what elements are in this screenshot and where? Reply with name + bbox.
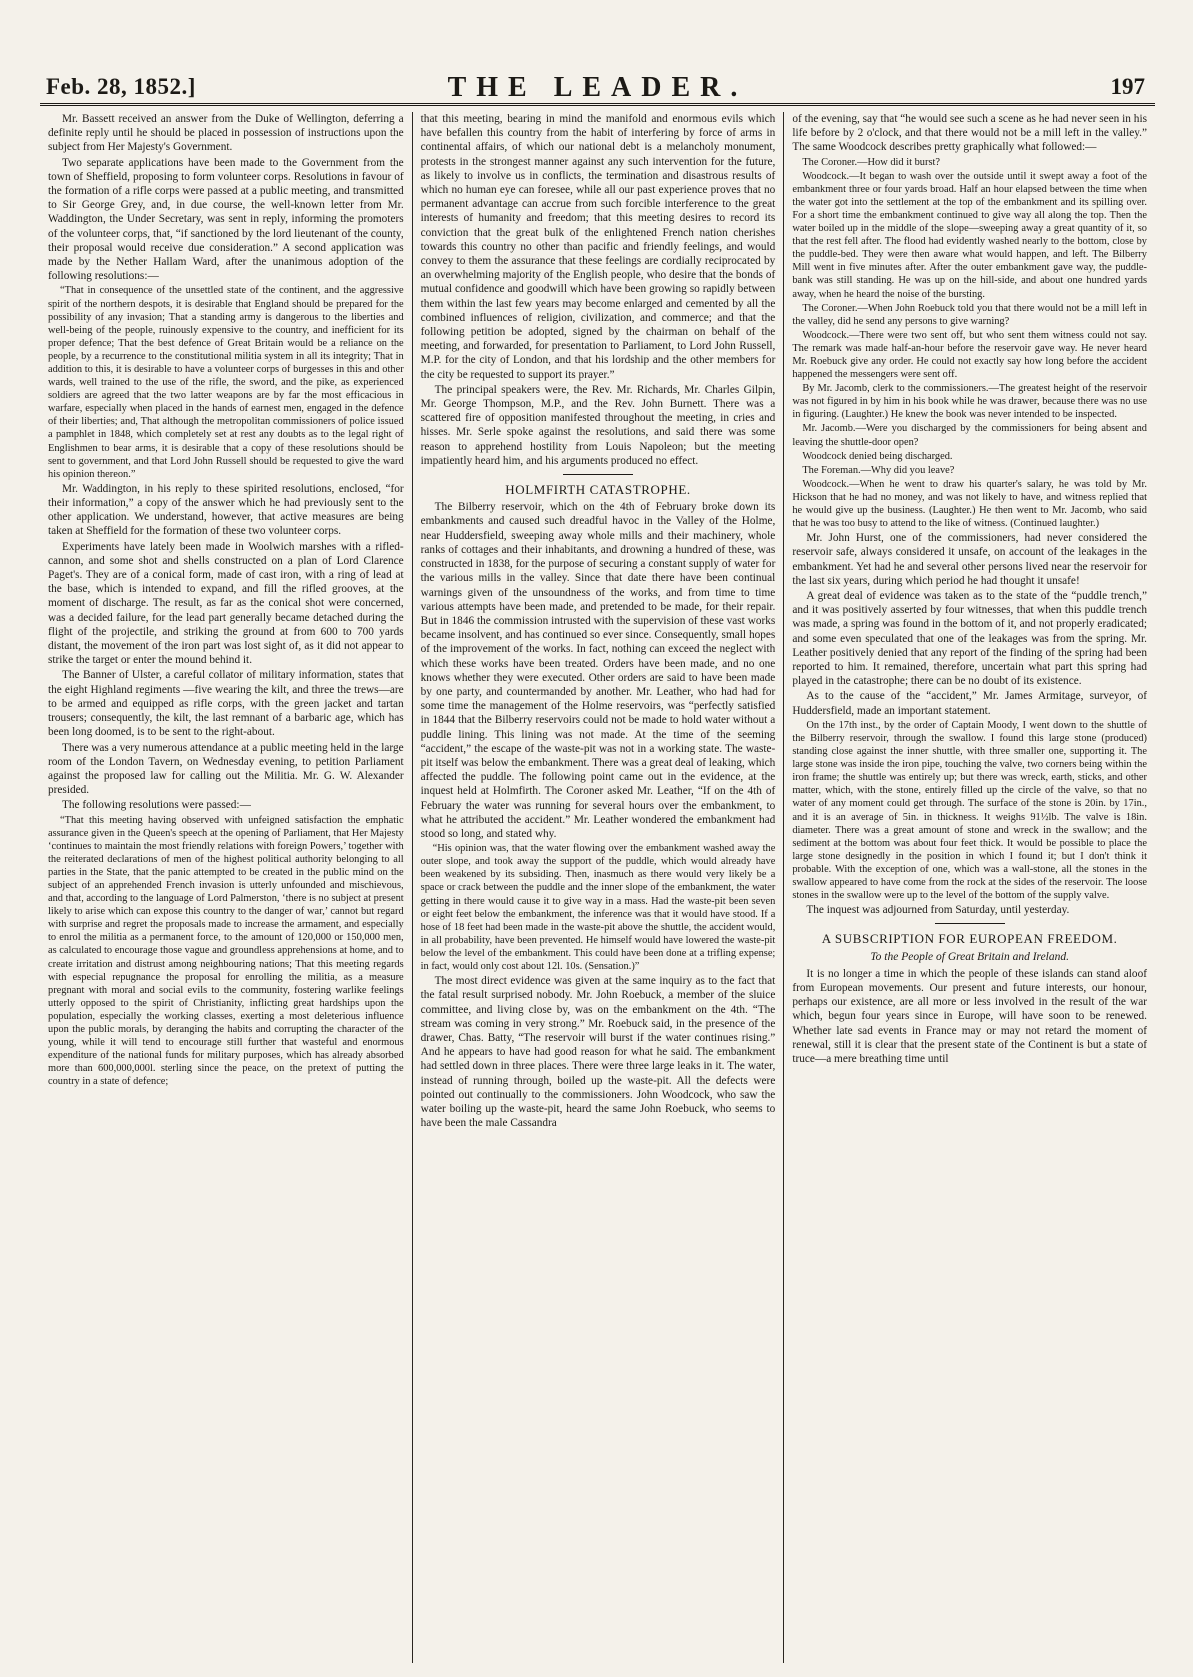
paragraph: Mr. Bassett received an answer from the Duke of Wellington, deferring a definite reply until he should be placed in possession of instructions upon the subject from Her Majesty's Government. [48,113,404,154]
paragraph: of the evening, say that “he would see such a scene as he had never seen in his life before by 2 o'clock, and that there would not be a mill left in the valley.” The same Woodcock describes pretty graphically what followed:— [792,113,1147,154]
quoted-resolutions: “That this meeting having observed with unfeigned satisfaction the emphatic assurance given in the Queen's speech at the opening of Parliament, that Her Majesty ‘continues to maintain the most friendly relations with foreign Powers,’ together with the reiterated declarations of men of the highest political authority belonging to all parties in the State, that the panic attempted to be created in the public mind on the subject of an apprehended French invasion is utterly unfounded and mischievous, and that, according to the language of Lord Palmerston, ‘there is no subject at present likely to arise which can expose this country to the danger of war,’ cannot but regard with surprise and regret the proposals made to increase the armament, and especially to enrol the militia as a permanent force, to the amount of 120,000 or 150,000 men, as calculated to encourage those vague and groundless apprehensions at home, and to create irritation and distrust among neighbouring nations; That this meeting regards with especial repugnance the proposal for enrolling the militia, as a measure pregnant with moral and social evils to the community, fostering warlike feelings utterly opposed to the spirit of Christianity, inflicting great hardships upon the population, especially the working classes, exerting a most deleterious influence upon the public morals, by deranging the habits and corrupting the character of the young, while it will tend to encourage still further that wasteful and enormous expenditure of the national funds for military purposes, which has already absorbed more than 600,000,000l. sterling since the peace, on the pretext of putting the country in a state of defence; [48,814,404,1088]
quoted-statement: On the 17th inst., by the order of Captain Moody, I went down to the shuttle of the Bilberry reservoir, through the swallow. I found this large stone (produced) standing close against the inner shuttle, with three smaller one, supporting it. The large stone was inside the iron pipe, touching the valve, two corners being within the iron frame; the shuttle was entirely up; but there was wreck, earth, sticks, and other matter, which, with the stone, entirely filled up the circle of the valve, so that no water of any moment could get through. The surface of the stone is 20in. by 17in., and it is an average of 5in. in thickness. It weighs 91½lb. The valve is 18in. diameter. There was a great amount of stone and wreck in the swallow; and the sediment at the bottom was about four feet thick. It would be possible to place the large stone designedly in the position in which I found it; but I don't think it probable. With the exception of one, which was a wall-stone, all the stones in the swallow appeared to have come from the rock at the sides of the reservoir. The loose stones in the swallow were up to the level of the bottom of the supply valve. [792,719,1147,902]
dialogue-line: Woodcock.—It began to wash over the outside until it swept away a foot of the embankment three or four yards broad. Half an hour elapsed between the time when the water got into the settlement at the top of the embankment and its spilling over. For a short time the embankment continued to give way all along the top. Then the water boiled up in the middle of the slope—sweeping away a great quantity of it, so that the rest fell after. The flood had evidently washed nearly to the bottom, close by the puddle-bed. They were then aware what would happen, and left. The Bilberry Mill went in five minutes after. After the outer embankment gave way, the puddle-bank was still standing. He was up on the hill-side, and about one hundred yards away, when he heard the noise of the bursting. [792,170,1147,300]
dialogue-line: Woodcock.—There were two sent off, but who sent them witness could not say. The remark was made half-an-hour before the reservoir gave way. He never heard Mr. Roebuck give any order. He could not exactly say how long before the accident happened the messengers were sent off. [792,329,1147,381]
section-divider [935,923,1005,924]
section-divider [563,474,633,475]
section-heading: A SUBSCRIPTION FOR EUROPEAN FREEDOM. [821,931,1118,947]
dialogue-line: The Foreman.—Why did you leave? [802,464,955,476]
page-number: 197 [1110,74,1145,99]
paragraph: Mr. John Hurst, one of the commissioners, had never considered the reservoir safe, always considered it unsafe, on account of the leakages in the embankment. Yet had he and several other persons lived near the reservoir for the last six years, during which period he had thought it unsafe! [792,532,1147,587]
paragraph: The most direct evidence was given at the same inquiry as to the fact that the fatal result surprised nobody. Mr. John Roebuck, a member of the sluice committee, and living close by, was on the embankment on the 4th. “The stream was coming in very strong.” Mr. Roebuck said, in the presence of the drawer, Chas. Batty, “The reservoir will burst if the water continues rising.” And he appears to have had good reason for what he said. The embankment had settled down in three places. There were three large leaks in it. The water, instead of running through, boiled up the waste-pit. All the defects were pointed out continually to the commissioners. John Woodcock, who saw the water boiling up the waste-pit, heard the same John Roebuck, who seems to have been the male Cassandra [420,975,776,1130]
dialogue-line: Woodcock denied being discharged. [802,450,953,462]
column-1 [40,112,412,1663]
paragraph: It is no longer a time in which the people of these islands can stand aloof from European movements. Our present and future interests, our honour, perhaps our existence, are all more or less involved in the result of the war which, begun four years since in Europe, will have soon to be renewed. Whether late sad events in France may or may not retard the moment of renewal, still it is clear that the present state of the Continent is but a state of truce—a mere breathing time until [792,967,1147,1066]
header-rule [40,103,1155,106]
quoted-resolutions: “That in consequence of the unsettled state of the continent, and the aggressive spirit of the northern despots, it is desirable that England should be prepared for the possibility of any invasion; That a standing army is dangerous to the liberties and well-being of the people, ruinously expensive to the country, and inefficient for its proper defence; That the best defence of Great Britain would be a reliance on the people, by a recurrence to the constitutional militia system in all its integrity; That in addition to this, it is desirable to have a volunteer corps of burgesses in this and other wards, well trained to the use of the rifle, the sword, and the pike, as experienced soldiers are agreed that the two latter weapons are by far the most efficacious in warfare, especially when placed in the hands of earnest men, engaged in the defence of their liberties; and, That although the metropolitan commissioners of police issued a pamphlet in 1848, which completely set at rest any doubts as to the legal right of Englishmen to bear arms, it is desirable that a copy of these resolutions should be sent to government, and that Lord John Russell should be requested to give the ward his opinion thereon.” [48,285,404,480]
paragraph: There was a very numerous attendance at a public meeting held in the large room of the London Tavern, on Wednesday evening, to petition Parliament against the proposed law for calling out the Militia. Mr. G. W. Alexander presided. [48,741,404,797]
paragraph: A great deal of evidence was taken as to the state of the “puddle trench,” and it was positively asserted by four witnesses, that when this puddle trench was made, a spring was found in the bottom of it, and not properly eradicated; and some even speculated that one of the leakages was from the spring. Mr. Leather positively denied that any report of the finding of the spring had been reported to him. It remained, therefore, uncertain what part this spring had played in the catastrophe; there can be no doubt of its existence. [792,590,1147,688]
dedication-line: To the People of Great Britain and Ireland. [870,950,1069,963]
paragraph: The principal speakers were, the Rev. Mr. Richards, Mr. Charles Gilpin, Mr. George Thompson, M.P., and the Rev. John Burnett. There was a scattered fire of opposition manifested throughout the meeting, in cries and hisses. Mr. Serle spoke against the resolutions, and said there was some reason to apprehend hostility from Louis Napoleon; but the meeting impatiently heard him, and his arguments produced no effect. [420,383,776,467]
columns [40,112,1155,1663]
paragraph: The Bilberry reservoir, which on the 4th of February broke down its embankments and caused such dreadful havoc in the Valley of the Holme, near Huddersfield, sweeping away whole mills and their machinery, whole ranks of cottages and their inhabitants, and drowning a hundred of these, was constructed in 1838, for the purpose of securing a constant supply of water for the various mills in the valley. Since that date there have been continual warnings given of the unsoundness of the works, and from time to time various attempts have been made, and pretended to be made, for their repair. But in 1846 the commission intrusted with the supervision of these vast works became insolvent, and has continued so ever since. Consequently, small hopes of the improvement of the works. In fact, nothing can exceed the neglect with which these works have been treated. Orders have been made, and no one knows whether they were executed. Other orders are said to have been made by one party, and countermanded by another. Mr. Leather, who had had for some time the management of the Holme reservoirs, was “perfectly satisfied in 1844 that the Bilberry reservoirs could not be made to hold water without a puddle lining. This lining was not made. At the time of the seeming “accident,” the escape of the waste-pit was not in a working state. The waste-pit itself was below the embankment. There was a great deal of leaking, which affected the puddle. The following point came out in the evidence, at the inquest held at Holmfirth. The Coroner asked Mr. Leather, “If on the 4th of February the water was running for several hours over the embankment, to what he attributed the accident.” Mr. Leather wondered the embankment had stood so long, and stated why. [420,501,776,840]
paragraph: Mr. Waddington, in his reply to these spirited resolutions, enclosed, “for their information,” a copy of the answer which he had previously sent to the other application. We understand, however, that active measures are being taken at Sheffield for the formation of these two volunteer corps. [48,482,404,538]
paragraph: that this meeting, bearing in mind the manifold and enormous evils which have befallen this country from the habit of interfering by force of arms in continental affairs, of which our national debt is a melancholy monument, protests in the strongest manner against any such intervention for the future, as likely to involve us in conflicts, the termination and disastrous results of which no human eye can foresee, while all our past experience proves that no permanent advantage can accrue from such forcible interference to the great interests of humanity and freedom; that this meeting desires to record its conviction that the great bulk of the enlightened French nation cherishes towards this country no other than pacific and friendly feelings, and would convey to them the assurance that these feelings are cordially reciprocated by an overwhelming majority of the English people, who desire that the bonds of mutual confidence and goodwill which have been growing so rapidly between them within the last few years may become enlarged and cemented by all the combined influences of religion, civilization, and commerce; and that the following petition be adopted, signed by the chairman on behalf of the meeting, and forwarded, for presentation to Parliament, to Lord John Russell, M.P. for the city of London, and that his lordship and the other members for the city be requested to support its prayer.” [420,113,776,381]
quoted-testimony: “His opinion was, that the water flowing over the embankment washed away the outer slope, and took away the support of the puddle, which would already have been weakened by its subsiding. Then, inasmuch as there would very likely be a space or crack between the puddle and the inner slope of the embankment, the water getting in there would cause it to give way in a mass. Had the waste-pit been seven or eight feet below the embankment, the inference was that it would have stood. If a hose of 18 feet had been made in the waste-pit above the shuttle, the accident would, in all probability, have been prevented. He himself would have lowered the waste-pit below the level of the embankment. This could have been done at a trifling expense; in fact, would only cost about 12l. 10s. (Sensation.)” [420,843,776,972]
paragraph: The Banner of Ulster, a careful collator of military information, states that the eight Highland regiments —five wearing the kilt, and three the trews—are to be armed and equipped as rifle corps, with the green jacket and tartan trousers; consequently, the kilt, the last remnant of a barbaric age, which has been long doomed, is to be sent to the right-about. [48,669,404,739]
column-3 [783,112,1155,1663]
dialogue-line: The Coroner.—When John Roebuck told you that there would not be a mill left in the valley, did he send any persons to give warning? [792,302,1147,327]
paper-title: THE LEADER. [447,72,748,103]
column-2 [412,112,784,1663]
paragraph: Two separate applications have been made to the Government from the town of Sheffield, proposing to form volunteer corps. Resolutions in favour of the formation of a rifle corps were passed at a public meeting, and transmitted to Sir George Grey, and, in due course, the well-known letter from Mr. Waddington, the Under Secretary, was sent in reply, informing the promoters of the volunteer corps, that, “if sanctioned by the lord lieutenant of the county, their proposal would receive due consideration.” A second application was made by the Nether Hallam Ward, after the unanimous adoption of the following resolutions:— [48,156,404,283]
dialogue-line: Woodcock.—When he went to draw his quarter's salary, he was told by Mr. Hickson that he had no money, and was not likely to have, and witness replied that he would give up the business. (Laughter.) He then went to Mr. Jacomb, who said that he was too busy to attend to the like of witness. (Continued laughter.) [792,478,1147,530]
dialogue-line: The Coroner.—How did it burst? [802,156,940,168]
dialogue-line: By Mr. Jacomb, clerk to the commissioners.—The greatest height of the reservoir was not figured in by him in his book while he was drawer, because there was no use in figuring. (Laughter.) He knew the book was never intended to be inspected. [792,383,1147,421]
masthead [40,0,1155,103]
section-heading: HOLMFIRTH CATASTROPHE. [505,482,691,498]
paragraph: The inquest was adjourned from Saturday, until yesterday. [806,904,1070,917]
paragraph: The following resolutions were passed:— [62,799,251,812]
dialogue-line: Mr. Jacomb.—Were you discharged by the commissioners for being absent and leaving the shuttle-door open? [792,423,1147,448]
issue-date: Feb. 28, 1852.] [46,74,196,99]
paragraph: Experiments have lately been made in Woolwich marshes with a rifled-cannon, and some shot and shells constructed on a plan of Lord Clarence Paget's. They are of a conical form, made of cast iron, with a ring of lead at the base, which is intended to expand, and fill the rifled grooves, at the moment of discharge. The result, as far as the conical shot were concerned, was a decided failure, for the lead part generally became detached during the flight of the projectile, and striking the ground at from 600 to 700 yards distant, the movement of the iron part was lost sight of, as it did not appear to strike the target or enter the mound behind it. [48,540,404,667]
paragraph: As to the cause of the “accident,” Mr. James Armitage, surveyor, of Huddersfield, made an important statement. [792,690,1147,717]
